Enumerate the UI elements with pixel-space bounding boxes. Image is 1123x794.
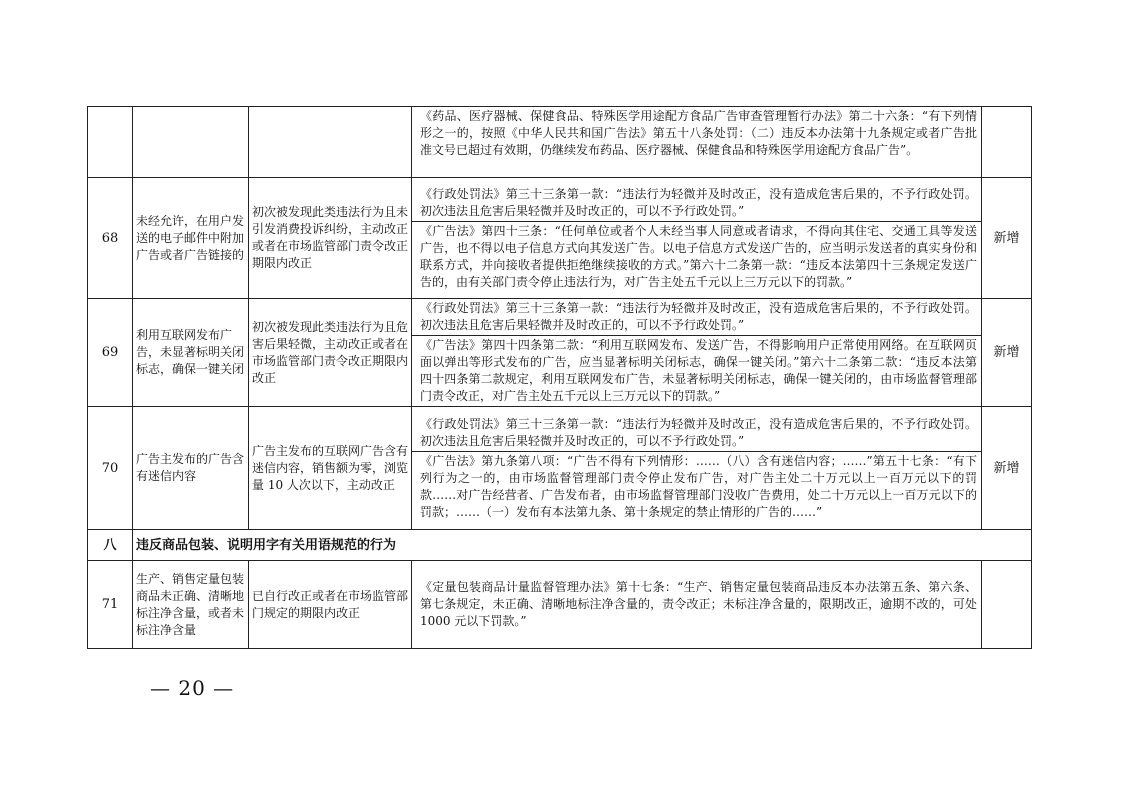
basis-text: 《广告法》第四十三条：“任何单位或者个人未经当事人同意或者请求，不得向其住宅、交通工具等发送广告，也不得以电子信息方式向其发送广告。以电子信息方式发送广告的，应当明示发送者的真实身份和联系方式，并向接收者提供拒绝继续接收的方式。”第六十二条第一款：“违反本法第四十三条规定发送广告的，由有关部门责令停止违法行为，对广告主处五千元以上三万元以下的罚款。” <box>412 221 981 292</box>
table-row <box>88 178 1032 299</box>
circumstance-cell: 已自行改正或者在市场监管部门规定的期限内改正 <box>249 561 412 649</box>
circumstance-cell: 初次被发现此类违法行为且未引发消费投诉纠纷，主动改正或者在市场监管部门责令改正期限内改正 <box>249 178 412 299</box>
basis-cell <box>412 178 982 299</box>
basis-text: 《行政处罚法》第三十三条第一款：“违法行为轻微并及时改正，没有造成危害后果的，不予行政处罚。初次违法且危害后果轻微并及时改正的，可以不予行政处罚。” <box>420 416 977 448</box>
page-number: — 20 — <box>150 676 235 700</box>
row-number: 71 <box>88 561 133 649</box>
behavior-cell: 利用互联网发布广告，未显著标明关闭标志，确保一键关闭 <box>133 299 249 407</box>
row-number: 69 <box>88 299 133 407</box>
circumstance-cell: 初次被发现此类违法行为且危害后果轻微，主动改正或者在市场监管部门责令改正期限内改正 <box>249 299 412 407</box>
remark-cell <box>982 561 1032 649</box>
section-title: 违反商品包装、说明用字有关用语规范的行为 <box>133 530 1032 561</box>
basis-text: 《药品、医疗器械、保健食品、特殊医学用途配方食品广告审查管理暂行办法》第二十六条：“有下列情形之一的，按照《中华人民共和国广告法》第五十八条处罚：（二）违反本办法第十九条规定或者广告批准文号已超过有效期，仍继续发布药品、医疗器械、保健食品和特殊医学用途配方食品广告”。 <box>420 109 977 157</box>
remark-cell: 新增 <box>982 407 1032 530</box>
section-row <box>88 530 1032 561</box>
table-row <box>88 561 1032 649</box>
basis-text: 《定量包装商品计量监督管理办法》第十七条：“生产、销售定量包装商品违反本办法第五条、第六条、第七条规定，未正确、清晰地标注净含量的，责令改正；未标注净含量的，限期改正，逾期不改的，可处 1000 元以下罚款。” <box>420 580 977 628</box>
remark-cell <box>982 107 1032 178</box>
table-row <box>88 299 1032 407</box>
basis-text: 《行政处罚法》第三十三条第一款：“违法行为轻微并及时改正，没有造成危害后果的，不予行政处罚。初次违法且危害后果轻微并及时改正的，可以不予行政处罚。” <box>420 301 977 332</box>
row-number: 70 <box>88 407 133 530</box>
basis-text: 《行政处罚法》第三十三条第一款：“违法行为轻微并及时改正，没有造成危害后果的，不予行政处罚。初次违法且危害后果轻微并及时改正的，可以不予行政处罚。” <box>420 186 977 218</box>
basis-text: 《广告法》第四十四条第二款：“利用互联网发布、发送广告，不得影响用户正常使用网络。在互联网页面以弹出等形式发布的广告，应当显著标明关闭标志，确保一键关闭。”第六十二条第二款：“违反本法第四十四条第二款规定，利用互联网发布广告，未显著标明关闭标志，确保一键关闭的，由市场监督管理部门责令改正，对广告主处五千元以上三万元以下的罚款。” <box>412 335 981 406</box>
table-row <box>88 407 1032 530</box>
behavior-cell: 生产、销售定量包装商品未正确、清晰地标注净含量，或者未标注净含量 <box>133 561 249 649</box>
basis-text: 《广告法》第九条第八项：“广告不得有下列情形：……（八）含有迷信内容；……”第五十七条：“有下列行为之一的，由市场监督管理部门责令停止发布广告，对广告主处二十万元以上一百万元以下的罚款……对广告经营者、广告发布者，由市场监督管理部门没收广告费用，处二十万元以上一百万元以下的罚款；……（一）发布有本法第九条、第十条规定的禁止情形的广告的……” <box>412 451 981 522</box>
section-number: 八 <box>88 530 133 561</box>
remark-cell: 新增 <box>982 299 1032 407</box>
circumstance-cell <box>249 107 412 178</box>
behavior-cell: 广告主发布的广告含有迷信内容 <box>133 407 249 530</box>
measures-table <box>87 106 1032 649</box>
remark-cell: 新增 <box>982 178 1032 299</box>
basis-cell <box>412 299 982 407</box>
table-row <box>88 107 1032 178</box>
circumstance-cell: 广告主发布的互联网广告含有迷信内容，销售额为零，浏览量 10 人次以下，主动改正 <box>249 407 412 530</box>
behavior-cell <box>133 107 249 178</box>
row-number <box>88 107 133 178</box>
basis-cell <box>412 407 982 530</box>
basis-cell <box>412 561 982 649</box>
basis-cell <box>412 107 982 178</box>
behavior-cell: 未经允许，在用户发送的电子邮件中附加广告或者广告链接的 <box>133 178 249 299</box>
row-number: 68 <box>88 178 133 299</box>
